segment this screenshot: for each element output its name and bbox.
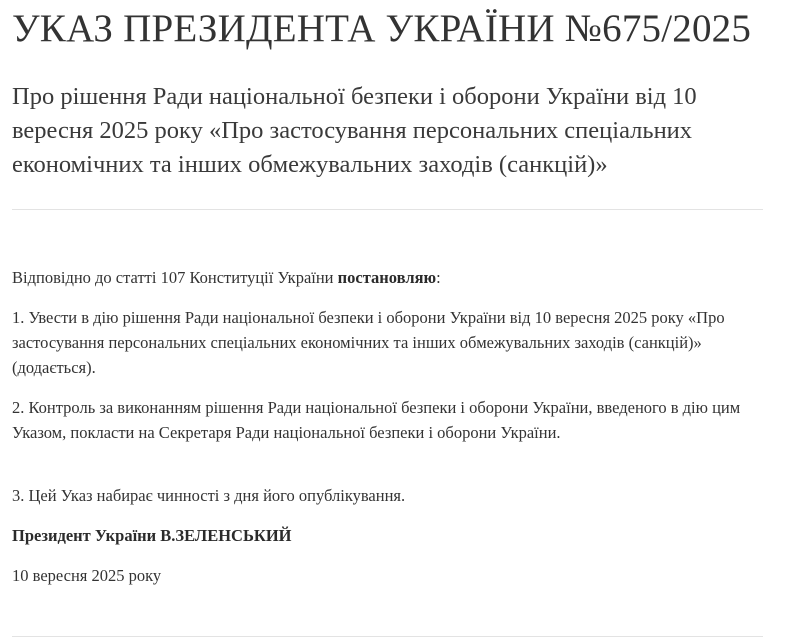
signature: Президент України В.ЗЕЛЕНСЬКИЙ <box>12 526 292 545</box>
decree-subtitle: Про рішення Ради національної безпеки і оборони України від 10 вересня 2025 року «Про застосування персональних спеціальних економічних та інших обмежувальних заходів (санкцій)» <box>12 83 697 178</box>
intro-text: Відповідно до статті 107 Конституції України <box>12 268 338 287</box>
clause-2: 2. Контроль за виконанням рішення Ради національної безпеки і оборони України, введеного в дію цим Указом, покласти на Секретаря Ради національної безпеки і оборони України. <box>12 398 741 442</box>
clause-3: 3. Цей Указ набирає чинності з дня його опублікування. <box>12 486 406 505</box>
intro-suffix: : <box>436 268 441 287</box>
header-divider <box>12 209 763 210</box>
intro-paragraph <box>12 265 764 290</box>
intro-emphasis: постановляю <box>337 268 437 287</box>
decree-date: 10 вересня 2025 року <box>12 566 162 585</box>
page-title: УКАЗ ПРЕЗИДЕНТА УКРАЇНИ №675/2025 <box>12 7 752 50</box>
footer-divider <box>12 636 763 637</box>
clause-1: 1. Увести в дію рішення Ради національної безпеки і оборони України від 10 вересня 2025 року «Про застосування персональних спеціальних економічних та інших обмежувальних заходів (санкцій)» (додається). <box>12 308 725 377</box>
